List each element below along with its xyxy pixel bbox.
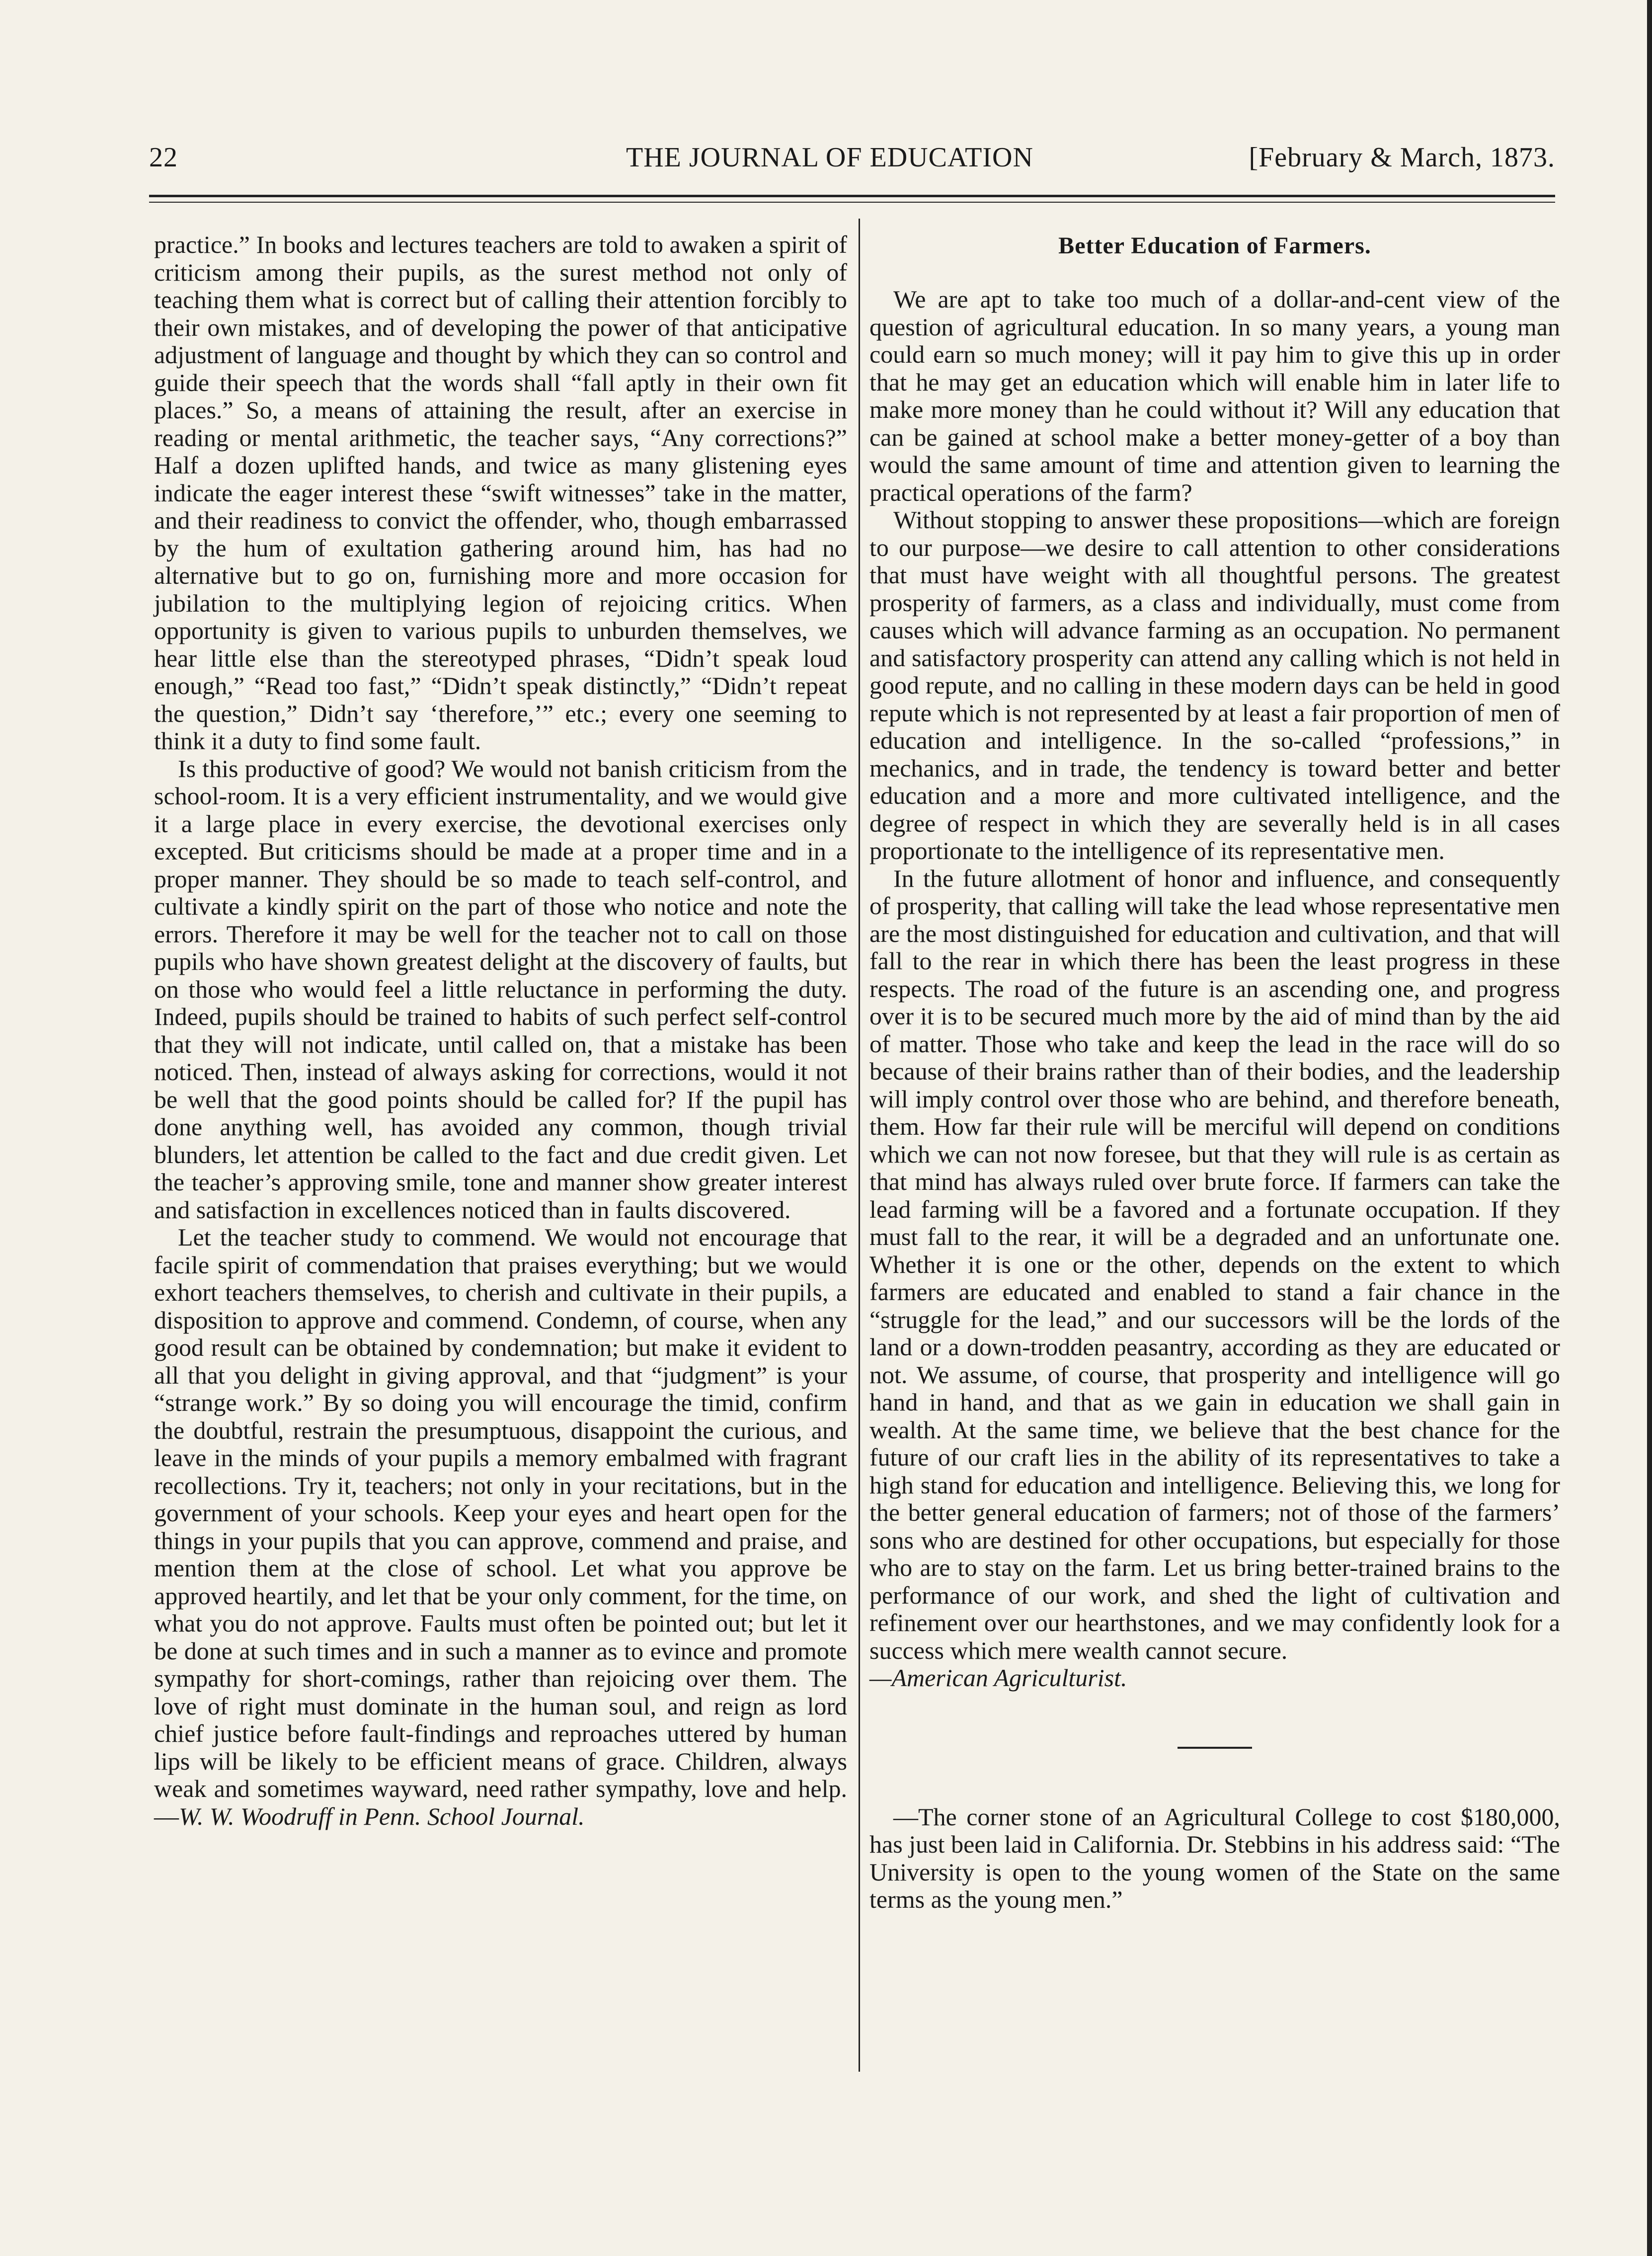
paragraph: Is this productive of good? We would not banish criticism from the school-room. It is a very efficient instrumentality, and we would give it a large place in every exercise, the devotional exercises only excepted. But criticisms should be made at a proper time and in a proper manner. They should be so made to teach self-control, and cultivate a kindly spirit on the part of those who notice and note the errors. Therefore it may be well for the teacher not to call on those pupils who have shown greatest delight at the discovery of faults, but on those who would feel a little reluctance in performing the duty. Indeed, pupils should be trained to habits of such perfect self-control that they will not indicate, until called on, that a mistake has been noticed. Then, instead of always asking for corrections, would it not be well that the good points should be called for? If the pupil has done anything well, has avoided any common, though trivial blunders, let attention be called to the fact and due credit given. Let the teacher’s approving smile, tone and manner show greater interest and satisfaction in excellences noticed than in faults discovered. bbox=[154, 754, 847, 1224]
column-divider bbox=[859, 219, 860, 2072]
paragraph: We are apt to take too much of a dollar-and-cent view of the question of agricultural education. In so many years, a young man could earn so much money; will it pay him to give this up in order that he may get an education which will enable him in later life to make more money than he could without it? Will any education that can be gained at school make a better money-getter of a boy than would the same amount of time and attention given to learning the practical operations of the farm? bbox=[869, 285, 1560, 506]
header-rule-thick bbox=[149, 195, 1555, 197]
news-item: —The corner stone of an Agricultural College to cost $180,000, has just been laid in California. Dr. Stebbins in his address said: “The University is open to the young women of the State on the same terms as the young men.” bbox=[869, 1802, 1560, 1913]
article-title: Better Education of Farmers. bbox=[1058, 233, 1371, 259]
article-credit: W. W. Woodruff in Penn. School Journal. bbox=[179, 1802, 585, 1830]
page-number: 22 bbox=[149, 142, 178, 173]
header-rule-thin bbox=[149, 202, 1555, 203]
paragraph: practice.” In books and lectures teachers are told to awaken a spirit of criticism among their pupils, as the surest method not only of teaching them what is correct but of calling their attention forcibly to their own mistakes, and of developing the power of that anticipative adjustment of language and thought by which they can so control and guide their speech that the words shall “fall aptly in their own fit places.” So, a means of attaining the result, after an exercise in reading or mental arithmetic, the teacher says, “Any corrections?” Half a dozen uplifted hands, and twice as many glistening eyes indicate the eager interest these “swift witnesses” take in the matter, and their readiness to convict the offender, who, though embarrassed by the hum of exultation gathering around him, has had no alternative but to go on, furnishing more and more occasion for jubilation to the multiplying legion of rejoicing critics. When opportunity is given to various pupils to unburden themselves, we hear little else than the stereotyped phrases, “Didn’t speak loud enough,” “Read too fast,” “Didn’t speak distinctly,” “Didn’t repeat the question,” Didn’t say ‘therefore,’” etc.; every one seeming to think it a duty to find some fault. bbox=[154, 231, 847, 755]
page-edge-border bbox=[1647, 0, 1652, 2256]
section-divider bbox=[1178, 1747, 1252, 1749]
paragraph: In the future allotment of honor and influence, and consequently of prosperity, that calling will take the lead whose representative men are the most distinguished for education and cultivation, and that will fall to the rear in which there has been the least progress in these respects. The road of the future is an ascending one, and progress over it is to be secured much more by the aid of mind than by the aid of matter. Those who take and keep the lead in the race will do so because of their brains rather than of their bodies, and the leadership will imply control over those who are behind, and therefore beneath, them. How far their rule will be merciful will depend on conditions which we can not now foresee, but that they will rule is as certain as that mind has always ruled over brute force. If farmers can take the lead farming will be a favored and a fortunate occupation. If they must fall to the rear, it will be a degraded and an unfortunate one. Whether it is one or the other, depends on the extent to which farmers are educated and enabled to stand a fair chance in the “struggle for the lead,” and our successors will be the lords of the land or a down-trodden peasantry, according as they are educated or not. We assume, of course, that prosperity and intelligence will go hand in hand, and that as we gain in education we shall gain in wealth. At the same time, we believe that the best chance for the future of our craft lies in the ability of its representatives to take a high stand for education and intelligence. Believing this, we long for the better general education of farmers; not of those of the farmers’ sons who are destined for other occupations, but especially for those who are to stay on the farm. Let us bring better-trained brains to the performance of our work, and shed the light of cultivation and refinement over our hearthstones, and we may confidently look for a success which mere wealth cannot secure. bbox=[869, 864, 1560, 1664]
journal-title: THE JOURNAL OF EDUCATION bbox=[626, 142, 1033, 173]
paragraph: Without stopping to answer these propositions—which are foreign to our purpose—we desire to call attention to other considerations that must have weight with all thoughtful persons. The greatest prosperity of farmers, as a class and individually, must come from causes which will advance farming as an occupation. No permanent and satisfactory prosperity can attend any calling which is not held in good repute, and no calling in these modern days can be held in good repute which is not represented by at least a fair proportion of men of education and intelligence. In the so-called “professions,” in mechanics, and in trade, the tendency is toward better and better education and a more and more cultivated intelligence, and the degree of respect in which they are severally held is in all cases proportionate to the intelligence of its representative men. bbox=[869, 506, 1560, 864]
running-header bbox=[149, 142, 1555, 196]
left-column bbox=[154, 231, 847, 1830]
paragraph-text: Let the teacher study to commend. We would not encourage that facile spirit of commendation that praises everything; but we would exhort teachers themselves, to cherish and cultivate in their pupils, a disposition to approve and commend. Condemn, of course, when any good result can be obtained by condemnation; but make it evident to all that you delight in giving approval, and that “judgment” is your “strange work.” By so doing you will encourage the timid, confirm the doubtful, restrain the presumptuous, disappoint the curious, and leave in the minds of your pupils a memory embalmed with fragrant recollections. Try it, teachers; not only in your recitations, but in the government of your schools. Keep your eyes and heart open for the things in your pupils that you can approve, commend and praise, and mention them at the close of school. Let what you approve be approved heartily, and let that be your only comment, for the time, on what you do not approve. Faults must often be pointed out; but let it be done at such times and in such a manner as to evince and promote sympathy for short-comings, rather than rejoicing over them. The love of right must dominate in the human soul, and reign as lord chief justice before fault-findings and reproaches uttered by human lips will be likely to be efficient means of grace. Children, always weak and sometimes wayward, need rather sympathy, love and help.— bbox=[154, 1223, 847, 1830]
paragraph bbox=[154, 1224, 847, 1830]
article-credit: —American Agriculturist. bbox=[869, 1664, 1127, 1692]
issue-date: [February & March, 1873. bbox=[1249, 142, 1555, 173]
right-column bbox=[869, 231, 1560, 1914]
